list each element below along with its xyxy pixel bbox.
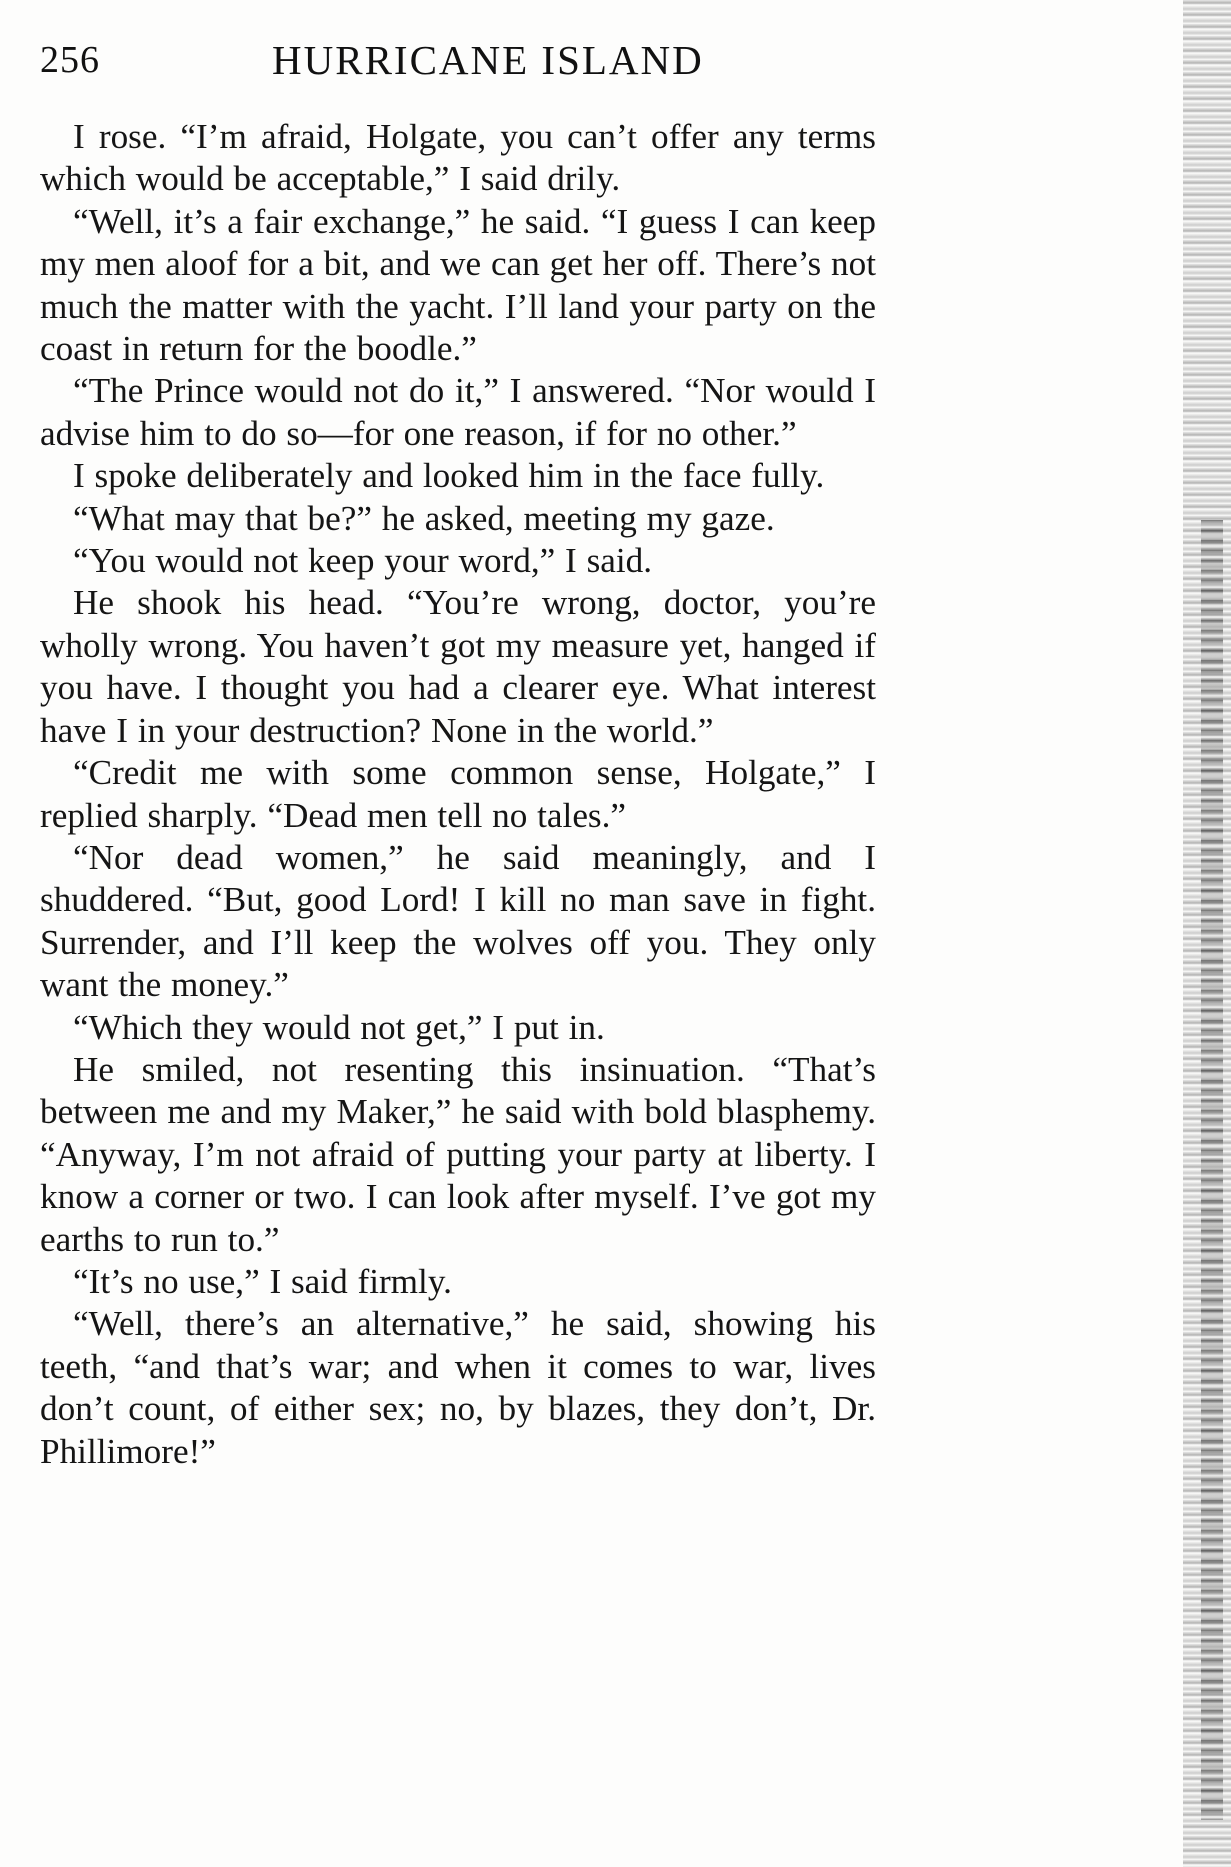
paragraph: I rose. “I’m afraid, Holgate, you can’t offer any terms which would be acceptable,” I said drily. (40, 117, 876, 199)
paragraph: “What may that be?” he asked, meeting my gaze. (73, 498, 775, 538)
paragraph: “Well, it’s a fair exchange,” he said. “I guess I can keep my men aloof for a bit, and we can get her off. There’s not much the matter with the yacht. I’ll land your party on the coast in return for the boodle.” (40, 201, 876, 369)
paragraph: He shook his head. “You’re wrong, doctor, you’re wholly wrong. You haven’t got my measure yet, hanged if you have. I thought you had a clearer eye. What interest have I in your destruction? None in the world.” (40, 583, 876, 750)
binding-edge-texture (1201, 520, 1223, 1820)
page-number: 256 (40, 39, 100, 81)
paragraph: “Nor dead women,” he said meaningly, and I shuddered. “But, good Lord! I kill no man save in fight. Surrender, and I’ll keep the wolves off you. They only want the money.” (40, 837, 876, 1005)
body-text (40, 116, 876, 1473)
paragraph: I spoke deliberately and looked him in the face fully. (73, 456, 825, 496)
paragraph: “Well, there’s an alternative,” he said, showing his teeth, “and that’s war; and when it comes to war, lives don’t count, of either sex; no, by blazes, they don’t, Dr. Phillimore!” (40, 1304, 876, 1471)
page-header (40, 36, 1040, 96)
paragraph: He smiled, not resenting this insinuation. “That’s between me and my Maker,” he said with bold blasphemy. “Anyway, I’m not afraid of putting your party at liberty. I know a corner or two. I can look after myself. I’ve got my earths to run to.” (40, 1049, 876, 1259)
paragraph: “It’s no use,” I said firmly. (73, 1261, 452, 1301)
running-title: HURRICANE ISLAND (272, 37, 704, 83)
paragraph: “Credit me with some common sense, Holgate,” I replied sharply. “Dead men tell no tales.” (40, 753, 876, 835)
paragraph: “Which they would not get,” I put in. (73, 1007, 605, 1047)
page-edge-shadow (1183, 0, 1231, 1867)
paragraph: “You would not keep your word,” I said. (73, 541, 653, 581)
paragraph: “The Prince would not do it,” I answered. “Nor would I advise him to do so—for one reason, if for no other.” (40, 371, 876, 453)
